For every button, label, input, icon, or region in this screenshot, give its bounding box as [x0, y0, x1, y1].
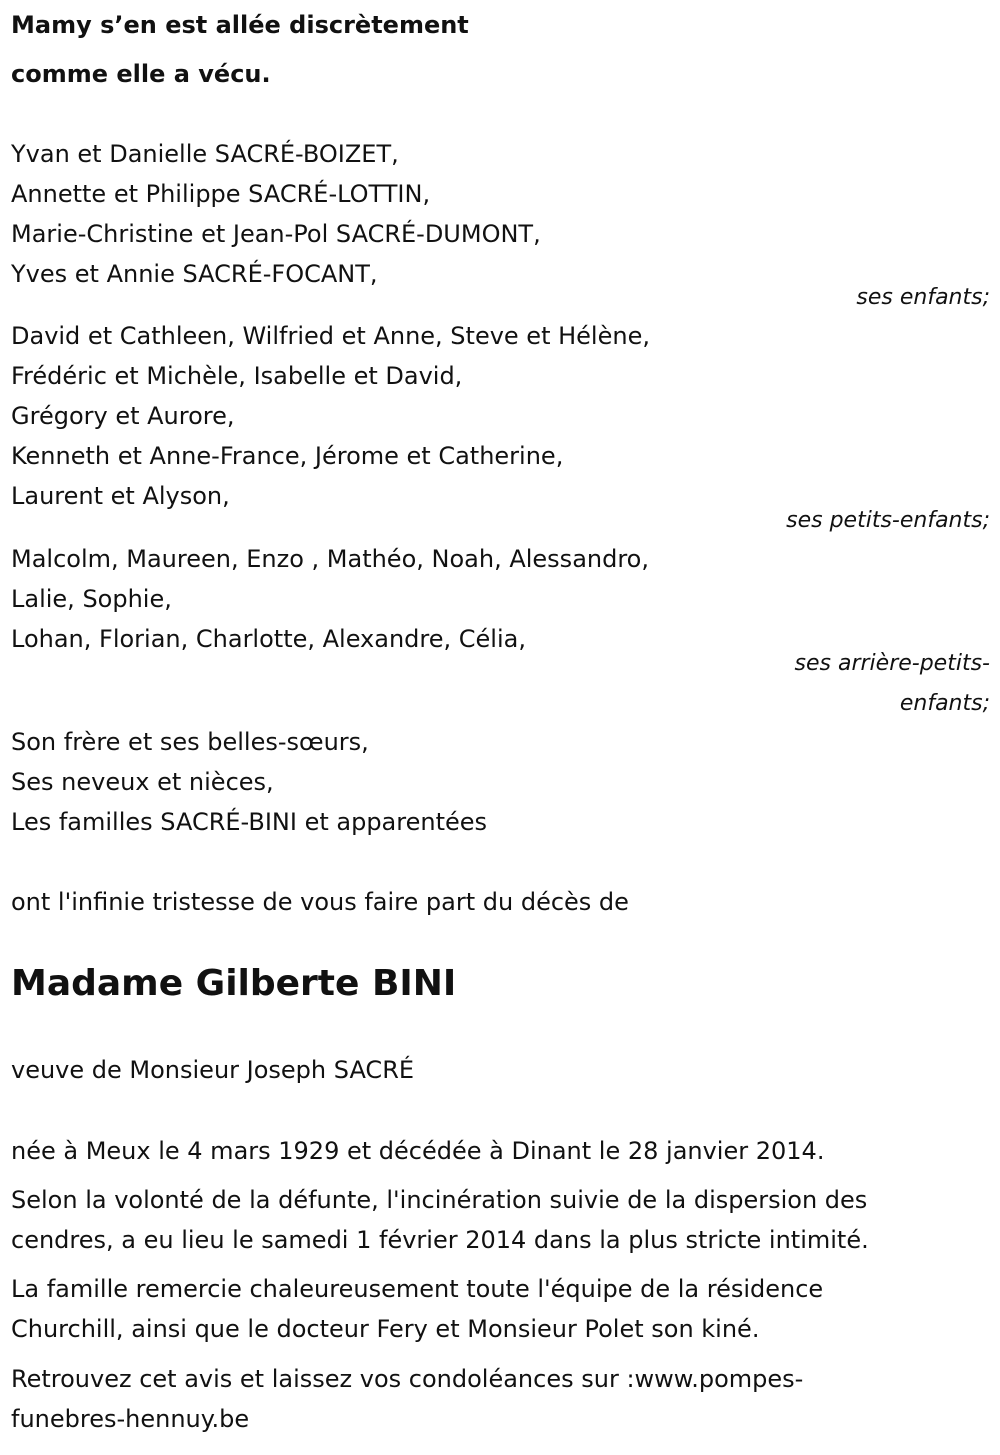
birth-death: née à Meux le 4 mars 1929 et décédée à Dinant le 28 janvier 2014.	[11, 1137, 825, 1165]
cremation-line-2: cendres, a eu lieu le samedi 1 février 2014 dans la plus stricte intimité.	[11, 1226, 869, 1254]
others-line-3: Les familles SACRÉ-BINI et apparentées	[11, 808, 488, 836]
children-line-2: Annette et Philippe SACRÉ-LOTTIN,	[11, 180, 431, 208]
condolences-line-2: funebres-hennuy.be	[11, 1405, 250, 1433]
widow-of: veuve de Monsieur Joseph SACRÉ	[11, 1056, 415, 1084]
others-line-2: Ses neveux et nièces,	[11, 768, 274, 796]
intro-line-1: Mamy s’en est allée discrètement	[11, 11, 469, 39]
grandchildren-line-1: David et Cathleen, Wilfried et Anne, Steve et Hélène,	[11, 322, 650, 350]
intro-line-2: comme elle a vécu.	[11, 60, 271, 88]
grandchildren-line-5: Laurent et Alyson,	[11, 482, 230, 510]
cremation-line-1: Selon la volonté de la défunte, l'incinération suivie de la dispersion des	[11, 1186, 868, 1214]
thanks-line-1: La famille remercie chaleureusement toute l'équipe de la résidence	[11, 1275, 824, 1303]
children-line-3: Marie-Christine et Jean-Pol SACRÉ-DUMONT,	[11, 220, 541, 248]
grandchildren-line-4: Kenneth et Anne-France, Jérome et Catherine,	[11, 442, 564, 470]
grandchildren-line-2: Frédéric et Michèle, Isabelle et David,	[11, 362, 463, 390]
others-line-1: Son frère et ses belles-sœurs,	[11, 728, 369, 756]
children-line-4: Yves et Annie SACRÉ-FOCANT,	[11, 260, 378, 288]
thanks-line-2: Churchill, ainsi que le docteur Fery et Monsieur Polet son kiné.	[11, 1315, 760, 1343]
great-grandchildren-relation-line-2: enfants;	[899, 691, 990, 716]
grandchildren-line-3: Grégory et Aurore,	[11, 402, 235, 430]
great-grandchildren-line-3: Lohan, Florian, Charlotte, Alexandre, Célia,	[11, 625, 526, 653]
children-line-1: Yvan et Danielle SACRÉ-BOIZET,	[11, 140, 399, 168]
great-grandchildren-line-1: Malcolm, Maureen, Enzo , Mathéo, Noah, Alessandro,	[11, 545, 649, 573]
great-grandchildren-relation-line-1: ses arrière-petits-	[794, 651, 990, 676]
great-grandchildren-line-2: Lalie, Sophie,	[11, 585, 172, 613]
announcement: ont l'infinie tristesse de vous faire part du décès de	[11, 888, 629, 916]
grandchildren-relation: ses petits-enfants;	[786, 508, 990, 533]
condolences-line-1: Retrouvez cet avis et laissez vos condoléances sur :www.pompes-	[11, 1365, 804, 1393]
children-relation: ses enfants;	[856, 285, 990, 310]
deceased-name: Madame Gilberte BINI	[11, 963, 457, 1004]
